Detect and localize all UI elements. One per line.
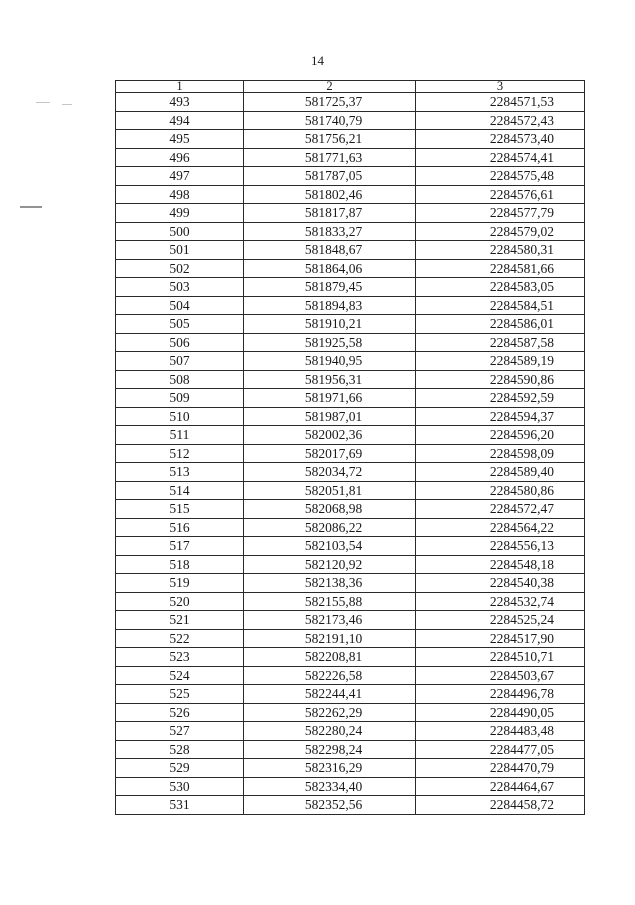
scan-mark [62, 104, 72, 105]
x-coordinate-cell: 581740,79 [244, 111, 416, 130]
y-coordinate-cell: 2284477,05 [416, 740, 585, 759]
table-row [116, 333, 585, 352]
table-row [116, 148, 585, 167]
y-coordinate-cell: 2284574,41 [416, 148, 585, 167]
y-coordinate-cell: 2284464,67 [416, 777, 585, 796]
y-coordinate-cell: 2284580,86 [416, 481, 585, 500]
x-coordinate-cell: 581802,46 [244, 185, 416, 204]
point-number-cell: 508 [116, 370, 244, 389]
y-coordinate-cell: 2284587,58 [416, 333, 585, 352]
table-row [116, 574, 585, 593]
point-number-cell: 505 [116, 315, 244, 334]
table-row [116, 241, 585, 260]
y-coordinate-cell: 2284575,48 [416, 167, 585, 186]
x-coordinate-cell: 581787,05 [244, 167, 416, 186]
y-coordinate-cell: 2284583,05 [416, 278, 585, 297]
y-coordinate-cell: 2284572,47 [416, 500, 585, 519]
table-row [116, 185, 585, 204]
x-coordinate-cell: 581971,66 [244, 389, 416, 408]
point-number-cell: 509 [116, 389, 244, 408]
y-coordinate-cell: 2284517,90 [416, 629, 585, 648]
x-coordinate-cell: 581987,01 [244, 407, 416, 426]
table-row [116, 592, 585, 611]
y-coordinate-cell: 2284525,24 [416, 611, 585, 630]
table-row [116, 685, 585, 704]
table-row [116, 555, 585, 574]
y-coordinate-cell: 2284470,79 [416, 759, 585, 778]
table-row [116, 389, 585, 408]
point-number-cell: 518 [116, 555, 244, 574]
table-row [116, 167, 585, 186]
point-number-cell: 507 [116, 352, 244, 371]
table-row [116, 259, 585, 278]
table-row [116, 296, 585, 315]
y-coordinate-cell: 2284490,05 [416, 703, 585, 722]
point-number-cell: 522 [116, 629, 244, 648]
y-coordinate-cell: 2284581,66 [416, 259, 585, 278]
y-coordinate-cell: 2284594,37 [416, 407, 585, 426]
point-number-cell: 521 [116, 611, 244, 630]
point-number-cell: 519 [116, 574, 244, 593]
point-number-cell: 500 [116, 222, 244, 241]
table-row [116, 426, 585, 445]
table-row [116, 759, 585, 778]
x-coordinate-cell: 581956,31 [244, 370, 416, 389]
table-row [116, 796, 585, 815]
x-coordinate-cell: 582280,24 [244, 722, 416, 741]
x-coordinate-cell: 582086,22 [244, 518, 416, 537]
y-coordinate-cell: 2284458,72 [416, 796, 585, 815]
point-number-cell: 514 [116, 481, 244, 500]
x-coordinate-cell: 581925,58 [244, 333, 416, 352]
table-row [116, 111, 585, 130]
y-coordinate-cell: 2284496,78 [416, 685, 585, 704]
x-coordinate-cell: 582208,81 [244, 648, 416, 667]
point-number-cell: 529 [116, 759, 244, 778]
x-coordinate-cell: 582191,10 [244, 629, 416, 648]
table-row [116, 518, 585, 537]
table-row [116, 315, 585, 334]
y-coordinate-cell: 2284564,22 [416, 518, 585, 537]
y-coordinate-cell: 2284548,18 [416, 555, 585, 574]
scan-mark [36, 102, 50, 103]
point-number-cell: 513 [116, 463, 244, 482]
table-row [116, 278, 585, 297]
x-coordinate-cell: 582138,36 [244, 574, 416, 593]
table-row [116, 740, 585, 759]
table-row [116, 777, 585, 796]
table-row [116, 130, 585, 149]
point-number-cell: 503 [116, 278, 244, 297]
point-number-cell: 524 [116, 666, 244, 685]
x-coordinate-cell: 581940,95 [244, 352, 416, 371]
x-coordinate-cell: 582173,46 [244, 611, 416, 630]
x-coordinate-cell: 582103,54 [244, 537, 416, 556]
x-coordinate-cell: 581771,63 [244, 148, 416, 167]
table-row [116, 666, 585, 685]
scan-mark [20, 206, 42, 208]
x-coordinate-cell: 581864,06 [244, 259, 416, 278]
table-row [116, 352, 585, 371]
x-coordinate-cell: 582120,92 [244, 555, 416, 574]
y-coordinate-cell: 2284590,86 [416, 370, 585, 389]
x-coordinate-cell: 581910,21 [244, 315, 416, 334]
x-coordinate-cell: 581756,21 [244, 130, 416, 149]
point-number-cell: 530 [116, 777, 244, 796]
point-number-cell: 527 [116, 722, 244, 741]
table-row [116, 629, 585, 648]
point-number-cell: 501 [116, 241, 244, 260]
y-coordinate-cell: 2284573,40 [416, 130, 585, 149]
table-body [116, 93, 585, 815]
x-coordinate-cell: 581879,45 [244, 278, 416, 297]
point-number-cell: 520 [116, 592, 244, 611]
y-coordinate-cell: 2284532,74 [416, 592, 585, 611]
point-number-cell: 517 [116, 537, 244, 556]
y-coordinate-cell: 2284589,19 [416, 352, 585, 371]
table-row [116, 500, 585, 519]
x-coordinate-cell: 581833,27 [244, 222, 416, 241]
x-coordinate-cell: 582068,98 [244, 500, 416, 519]
point-number-cell: 512 [116, 444, 244, 463]
y-coordinate-cell: 2284571,53 [416, 93, 585, 112]
table-row [116, 444, 585, 463]
y-coordinate-cell: 2284576,61 [416, 185, 585, 204]
table-row [116, 93, 585, 112]
y-coordinate-cell: 2284586,01 [416, 315, 585, 334]
table-row [116, 703, 585, 722]
y-coordinate-cell: 2284580,31 [416, 241, 585, 260]
point-number-cell: 531 [116, 796, 244, 815]
y-coordinate-cell: 2284483,48 [416, 722, 585, 741]
table-header-row [116, 81, 585, 93]
table-row [116, 648, 585, 667]
y-coordinate-cell: 2284584,51 [416, 296, 585, 315]
table-row [116, 537, 585, 556]
x-coordinate-cell: 581725,37 [244, 93, 416, 112]
point-number-cell: 526 [116, 703, 244, 722]
y-coordinate-cell: 2284556,13 [416, 537, 585, 556]
page-number: 14 [311, 53, 324, 68]
y-coordinate-cell: 2284598,09 [416, 444, 585, 463]
column-header-1: 1 [116, 81, 244, 93]
x-coordinate-cell: 581817,87 [244, 204, 416, 223]
x-coordinate-cell: 582334,40 [244, 777, 416, 796]
x-coordinate-cell: 582262,29 [244, 703, 416, 722]
table-row [116, 722, 585, 741]
y-coordinate-cell: 2284503,67 [416, 666, 585, 685]
table-row [116, 370, 585, 389]
y-coordinate-cell: 2284510,71 [416, 648, 585, 667]
x-coordinate-cell: 582298,24 [244, 740, 416, 759]
table-row [116, 481, 585, 500]
point-number-cell: 523 [116, 648, 244, 667]
x-coordinate-cell: 581894,83 [244, 296, 416, 315]
x-coordinate-cell: 582051,81 [244, 481, 416, 500]
point-number-cell: 511 [116, 426, 244, 445]
point-number-cell: 499 [116, 204, 244, 223]
coordinates-table [115, 80, 585, 815]
point-number-cell: 495 [116, 130, 244, 149]
point-number-cell: 493 [116, 93, 244, 112]
point-number-cell: 496 [116, 148, 244, 167]
point-number-cell: 504 [116, 296, 244, 315]
y-coordinate-cell: 2284572,43 [416, 111, 585, 130]
x-coordinate-cell: 582352,56 [244, 796, 416, 815]
x-coordinate-cell: 582017,69 [244, 444, 416, 463]
table-row [116, 463, 585, 482]
y-coordinate-cell: 2284592,59 [416, 389, 585, 408]
y-coordinate-cell: 2284596,20 [416, 426, 585, 445]
y-coordinate-cell: 2284579,02 [416, 222, 585, 241]
x-coordinate-cell: 582226,58 [244, 666, 416, 685]
table-row [116, 407, 585, 426]
column-header-2: 2 [244, 81, 416, 93]
y-coordinate-cell: 2284577,79 [416, 204, 585, 223]
point-number-cell: 498 [116, 185, 244, 204]
x-coordinate-cell: 582155,88 [244, 592, 416, 611]
x-coordinate-cell: 582034,72 [244, 463, 416, 482]
point-number-cell: 502 [116, 259, 244, 278]
column-header-3: 3 [416, 81, 585, 93]
x-coordinate-cell: 582244,41 [244, 685, 416, 704]
point-number-cell: 497 [116, 167, 244, 186]
x-coordinate-cell: 581848,67 [244, 241, 416, 260]
table-row [116, 222, 585, 241]
point-number-cell: 494 [116, 111, 244, 130]
table-row [116, 204, 585, 223]
point-number-cell: 516 [116, 518, 244, 537]
point-number-cell: 528 [116, 740, 244, 759]
x-coordinate-cell: 582316,29 [244, 759, 416, 778]
y-coordinate-cell: 2284589,40 [416, 463, 585, 482]
point-number-cell: 515 [116, 500, 244, 519]
point-number-cell: 525 [116, 685, 244, 704]
table-row [116, 611, 585, 630]
y-coordinate-cell: 2284540,38 [416, 574, 585, 593]
x-coordinate-cell: 582002,36 [244, 426, 416, 445]
point-number-cell: 506 [116, 333, 244, 352]
point-number-cell: 510 [116, 407, 244, 426]
